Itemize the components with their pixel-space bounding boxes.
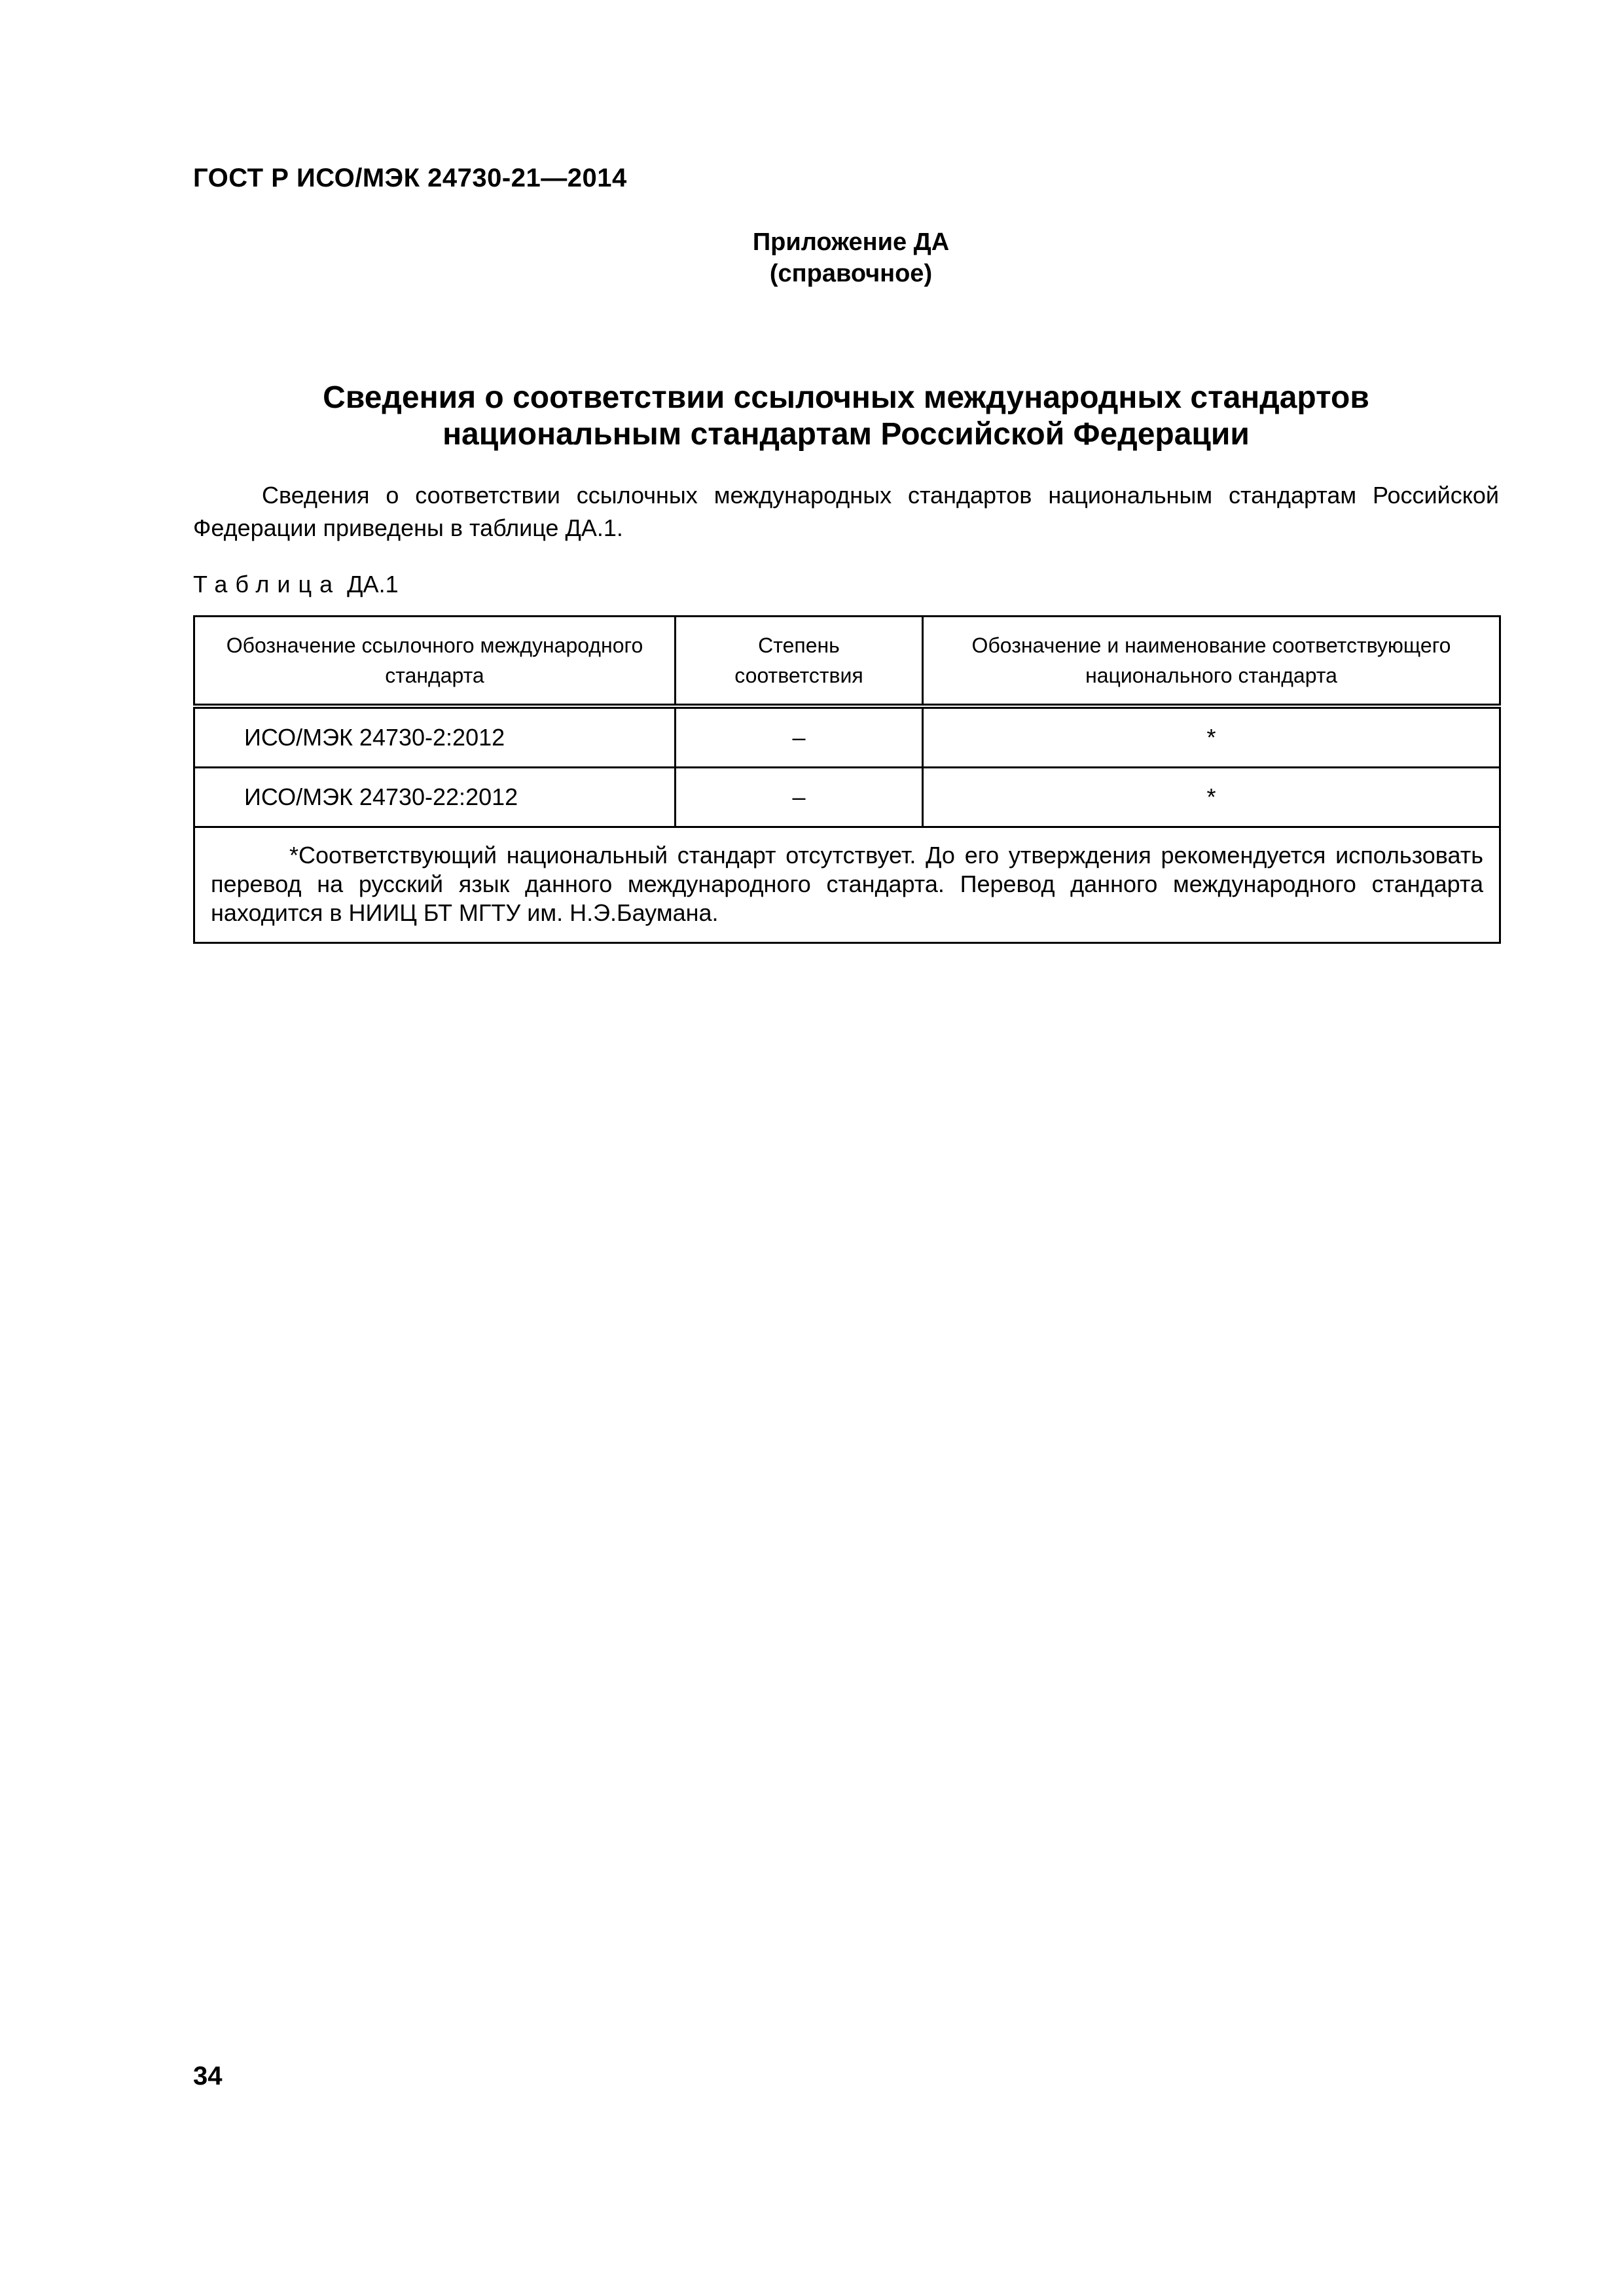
page-number: 34 <box>193 2062 223 2090</box>
table-footnote-row <box>194 827 1500 943</box>
table-caption <box>193 571 399 598</box>
appendix-subtitle: (справочное) <box>769 260 933 287</box>
header-international-standard: Обозначение ссылочного международного стандарта <box>194 617 676 707</box>
appendix-heading <box>687 226 1015 289</box>
cell-degree: – <box>676 768 923 827</box>
cell-international-standard: ИСО/МЭК 24730-22:2012 <box>194 768 676 827</box>
appendix-title: Приложение ДА <box>752 228 950 256</box>
correspondence-table <box>193 615 1501 944</box>
cell-degree: – <box>676 706 923 768</box>
main-title <box>193 380 1499 453</box>
cell-international-standard: ИСО/МЭК 24730-2:2012 <box>194 706 676 768</box>
main-title-line-1: Сведения о соответствии ссылочных международных стандартов <box>323 380 1369 415</box>
table-caption-number: ДА.1 <box>347 571 399 598</box>
intro-paragraph: Сведения о соответствии ссылочных международных стандартов национальным стандартам Российской Федерации приведены в таблице ДА.1. <box>193 482 1499 541</box>
table-header-row <box>194 617 1500 707</box>
cell-national-standard: * <box>923 768 1500 827</box>
table-row <box>194 706 1500 768</box>
main-title-line-2: национальным стандартам Российской Федерации <box>442 417 1250 452</box>
document-code-header: ГОСТ Р ИСО/МЭК 24730-21—2014 <box>193 164 627 192</box>
cell-national-standard: * <box>923 706 1500 768</box>
table-footnote: *Соответствующий национальный стандарт отсутствует. До его утверждения рекомендуется использовать перевод на русский язык данного международного стандарта. Перевод данного международного стандарта находится в НИИЦ БТ МГТУ им. Н.Э.Баумана. <box>194 827 1500 943</box>
table-caption-word: Таблица <box>193 571 341 598</box>
header-national-standard: Обозначение и наименование соответствующего национального стандарта <box>923 617 1500 707</box>
table-row <box>194 768 1500 827</box>
header-degree-of-correspondence: Степень соответствия <box>676 617 923 707</box>
